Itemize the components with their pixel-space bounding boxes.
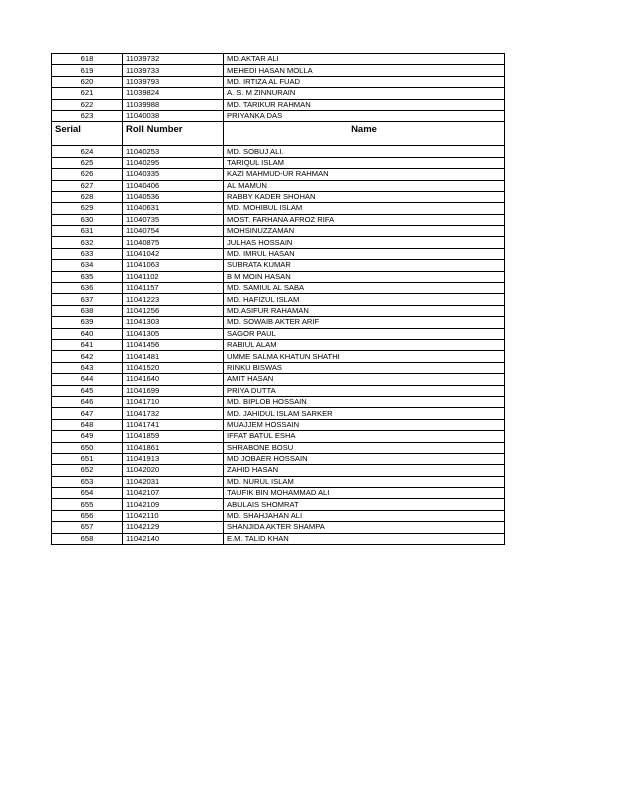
name-cell: MD. JAHIDUL ISLAM SARKER xyxy=(224,408,505,419)
result-sheet xyxy=(51,53,504,545)
roll-number-column-header: Roll Number xyxy=(123,122,224,139)
serial-cell: 633 xyxy=(52,248,123,259)
roll-number-cell: 11041481 xyxy=(123,351,224,362)
roll-number-cell: 11039988 xyxy=(123,99,224,110)
table-row xyxy=(52,328,505,339)
roll-number-cell: 11042110 xyxy=(123,510,224,521)
serial-cell: 642 xyxy=(52,351,123,362)
spacer-cell xyxy=(52,138,123,146)
table-row xyxy=(52,431,505,442)
name-cell: AL MAMUN xyxy=(224,180,505,191)
table-row xyxy=(52,362,505,373)
roll-number-cell: 11040253 xyxy=(123,146,224,157)
roll-number-cell: 11041256 xyxy=(123,305,224,316)
table-row xyxy=(52,248,505,259)
serial-cell: 644 xyxy=(52,374,123,385)
table-row xyxy=(52,146,505,157)
roll-number-cell: 11040406 xyxy=(123,180,224,191)
table-row xyxy=(52,99,505,110)
serial-cell: 635 xyxy=(52,271,123,282)
serial-cell: 629 xyxy=(52,203,123,214)
serial-cell: 647 xyxy=(52,408,123,419)
serial-cell: 641 xyxy=(52,339,123,350)
roll-number-cell: 11041456 xyxy=(123,339,224,350)
name-cell: TAUFIK BIN MOHAMMAD ALI xyxy=(224,488,505,499)
roll-number-cell: 11041859 xyxy=(123,431,224,442)
roll-number-cell: 11040038 xyxy=(123,110,224,121)
table-row xyxy=(52,271,505,282)
table-row xyxy=(52,453,505,464)
table-row xyxy=(52,180,505,191)
table-row xyxy=(52,260,505,271)
serial-cell: 652 xyxy=(52,465,123,476)
rows-before-header xyxy=(52,54,505,122)
table-row xyxy=(52,54,505,65)
table-row xyxy=(52,294,505,305)
name-cell: JULHAS HOSSAIN xyxy=(224,237,505,248)
header-spacer-row xyxy=(52,138,505,146)
table-row xyxy=(52,76,505,87)
serial-column-header: Serial xyxy=(52,122,123,139)
table-row xyxy=(52,351,505,362)
roll-number-cell: 11041699 xyxy=(123,385,224,396)
name-cell: KAZI MAHMUD-UR RAHMAN xyxy=(224,169,505,180)
serial-cell: 620 xyxy=(52,76,123,87)
table-row xyxy=(52,510,505,521)
serial-cell: 621 xyxy=(52,88,123,99)
roll-number-cell: 11040295 xyxy=(123,157,224,168)
table-row xyxy=(52,465,505,476)
table-row xyxy=(52,442,505,453)
table-row xyxy=(52,283,505,294)
table-row xyxy=(52,191,505,202)
name-cell: MD. SOBUJ ALI. xyxy=(224,146,505,157)
roll-number-cell: 11041303 xyxy=(123,317,224,328)
name-cell: MEHEDI HASAN MOLLA xyxy=(224,65,505,76)
table-row xyxy=(52,396,505,407)
name-cell: SHANJIDA AKTER SHAMPA xyxy=(224,522,505,533)
spacer-cell xyxy=(224,138,505,146)
roll-number-cell: 11039824 xyxy=(123,88,224,99)
table-row xyxy=(52,533,505,544)
roll-number-cell: 11042109 xyxy=(123,499,224,510)
serial-cell: 655 xyxy=(52,499,123,510)
name-cell: RABBY KADER SHOHAN xyxy=(224,191,505,202)
roll-number-cell: 11040335 xyxy=(123,169,224,180)
serial-cell: 624 xyxy=(52,146,123,157)
serial-cell: 625 xyxy=(52,157,123,168)
roll-number-cell: 11042020 xyxy=(123,465,224,476)
table-row xyxy=(52,226,505,237)
name-cell: ZAHID HASAN xyxy=(224,465,505,476)
column-header-group xyxy=(52,122,505,146)
table-row xyxy=(52,203,505,214)
serial-cell: 637 xyxy=(52,294,123,305)
serial-cell: 645 xyxy=(52,385,123,396)
serial-cell: 627 xyxy=(52,180,123,191)
roll-number-cell: 11039793 xyxy=(123,76,224,87)
serial-cell: 650 xyxy=(52,442,123,453)
roll-number-cell: 11041157 xyxy=(123,283,224,294)
roll-number-cell: 11042107 xyxy=(123,488,224,499)
name-cell: RABIUL ALAM xyxy=(224,339,505,350)
name-cell: E.M. TALID KHAN xyxy=(224,533,505,544)
name-cell: MD.ASIFUR RAHAMAN xyxy=(224,305,505,316)
serial-cell: 646 xyxy=(52,396,123,407)
roll-number-cell: 11041042 xyxy=(123,248,224,259)
roll-number-cell: 11041732 xyxy=(123,408,224,419)
serial-cell: 618 xyxy=(52,54,123,65)
roll-number-cell: 11041520 xyxy=(123,362,224,373)
name-cell: MUAJJEM HOSSAIN xyxy=(224,419,505,430)
table-row xyxy=(52,499,505,510)
serial-cell: 626 xyxy=(52,169,123,180)
roll-number-cell: 11040631 xyxy=(123,203,224,214)
table-row xyxy=(52,157,505,168)
column-header-row xyxy=(52,122,505,139)
serial-cell: 630 xyxy=(52,214,123,225)
roll-number-cell: 11041223 xyxy=(123,294,224,305)
table-row xyxy=(52,317,505,328)
serial-cell: 657 xyxy=(52,522,123,533)
serial-cell: 638 xyxy=(52,305,123,316)
name-cell: MD.AKTAR ALI xyxy=(224,54,505,65)
serial-cell: 619 xyxy=(52,65,123,76)
table-row xyxy=(52,476,505,487)
serial-cell: 634 xyxy=(52,260,123,271)
name-cell: IFFAT BATUL ESHA xyxy=(224,431,505,442)
name-cell: MOST. FARHANA AFROZ RIFA xyxy=(224,214,505,225)
name-cell: A. S. M ZINNURAIN xyxy=(224,88,505,99)
serial-cell: 653 xyxy=(52,476,123,487)
serial-cell: 622 xyxy=(52,99,123,110)
table-row xyxy=(52,385,505,396)
name-cell: ABULAIS SHOMRAT xyxy=(224,499,505,510)
roll-number-cell: 11040754 xyxy=(123,226,224,237)
table-row xyxy=(52,214,505,225)
name-cell: MD. SOWAIB AKTER ARIF xyxy=(224,317,505,328)
table-row xyxy=(52,488,505,499)
name-cell: MD. HAFIZUL ISLAM xyxy=(224,294,505,305)
table-row xyxy=(52,419,505,430)
name-cell: PRIYA DUTTA xyxy=(224,385,505,396)
name-cell: MD. BIPLOB HOSSAIN xyxy=(224,396,505,407)
table-row xyxy=(52,88,505,99)
table-row xyxy=(52,65,505,76)
roll-number-cell: 11042129 xyxy=(123,522,224,533)
serial-cell: 632 xyxy=(52,237,123,248)
serial-cell: 643 xyxy=(52,362,123,373)
roll-number-cell: 11041741 xyxy=(123,419,224,430)
name-cell: MD. IMRUL HASAN xyxy=(224,248,505,259)
name-cell: MD. IRTIZA AL FUAD xyxy=(224,76,505,87)
table-row xyxy=(52,408,505,419)
roll-number-cell: 11041913 xyxy=(123,453,224,464)
rows-after-header xyxy=(52,146,505,545)
table-row xyxy=(52,305,505,316)
table-row xyxy=(52,169,505,180)
name-cell: SAGOR PAUL xyxy=(224,328,505,339)
name-cell: SUBRATA KUMAR xyxy=(224,260,505,271)
table-row xyxy=(52,237,505,248)
name-cell: RINKU BISWAS xyxy=(224,362,505,373)
serial-cell: 623 xyxy=(52,110,123,121)
name-cell: SHRABONE BOSU xyxy=(224,442,505,453)
name-cell: AMIT HASAN xyxy=(224,374,505,385)
roll-number-cell: 11040875 xyxy=(123,237,224,248)
roll-number-cell: 11042031 xyxy=(123,476,224,487)
roll-number-cell: 11041102 xyxy=(123,271,224,282)
roll-number-cell: 11042140 xyxy=(123,533,224,544)
table-row xyxy=(52,522,505,533)
name-cell: MD. MOHIBUL ISLAM xyxy=(224,203,505,214)
name-cell: PRIYANKA DAS xyxy=(224,110,505,121)
name-column-header: Name xyxy=(224,122,505,139)
name-cell: MOHSINUZZAMAN xyxy=(224,226,505,237)
roll-table xyxy=(51,53,505,545)
roll-number-cell: 11041305 xyxy=(123,328,224,339)
serial-cell: 658 xyxy=(52,533,123,544)
serial-cell: 648 xyxy=(52,419,123,430)
spacer-cell xyxy=(123,138,224,146)
serial-cell: 639 xyxy=(52,317,123,328)
serial-cell: 654 xyxy=(52,488,123,499)
roll-number-cell: 11040735 xyxy=(123,214,224,225)
name-cell: TARIQUL ISLAM xyxy=(224,157,505,168)
name-cell: UMME SALMA KHATUN SHATHI xyxy=(224,351,505,362)
name-cell: MD JOBAER HOSSAIN xyxy=(224,453,505,464)
serial-cell: 649 xyxy=(52,431,123,442)
name-cell: MD. NURUL ISLAM xyxy=(224,476,505,487)
serial-cell: 640 xyxy=(52,328,123,339)
name-cell: MD. TARIKUR RAHMAN xyxy=(224,99,505,110)
roll-number-cell: 11041710 xyxy=(123,396,224,407)
serial-cell: 628 xyxy=(52,191,123,202)
serial-cell: 631 xyxy=(52,226,123,237)
roll-number-cell: 11039732 xyxy=(123,54,224,65)
roll-number-cell: 11040536 xyxy=(123,191,224,202)
roll-number-cell: 11041861 xyxy=(123,442,224,453)
serial-cell: 656 xyxy=(52,510,123,521)
name-cell: B M MOIN HASAN xyxy=(224,271,505,282)
table-row xyxy=(52,110,505,121)
roll-number-cell: 11041640 xyxy=(123,374,224,385)
name-cell: MD. SAMIUL AL SABA xyxy=(224,283,505,294)
roll-number-cell: 11039733 xyxy=(123,65,224,76)
serial-cell: 651 xyxy=(52,453,123,464)
name-cell: MD. SHAHJAHAN ALI xyxy=(224,510,505,521)
table-row xyxy=(52,374,505,385)
roll-number-cell: 11041063 xyxy=(123,260,224,271)
serial-cell: 636 xyxy=(52,283,123,294)
table-row xyxy=(52,339,505,350)
